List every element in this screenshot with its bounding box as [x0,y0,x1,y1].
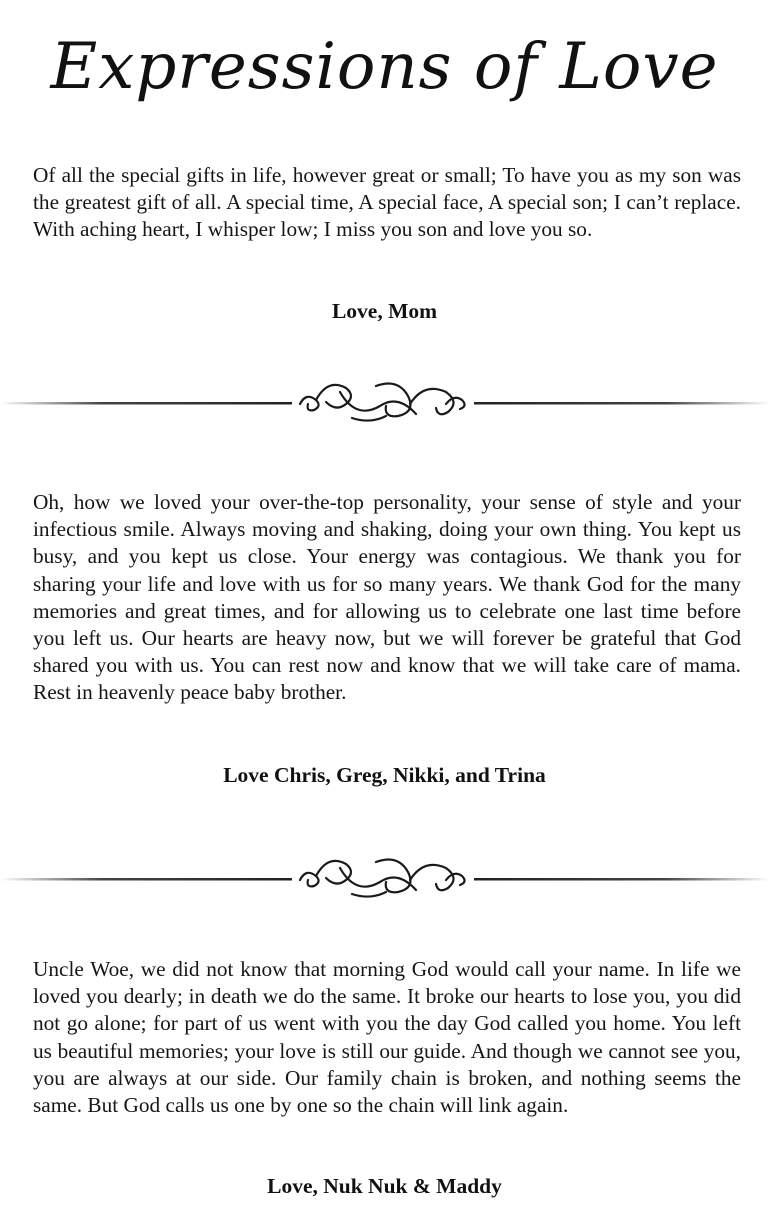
flourish-divider-icon [0,368,769,438]
signature-mom: Love, Mom [331,299,438,323]
flourish-divider-icon [0,844,769,914]
tribute-text-mom: Of all the special gifts in life, however great or small; To have you as my son was the greatest gift of all. A special time, A special face, A special son; I can’t replace. With aching heart, I whisper low; I miss you son and love you so. [33,163,741,242]
tribute-text-siblings: Oh, how we loved your over-the-top personality, your sense of style and your infectious smile. Always moving and shaking, doing your own thing. You kept us busy, and you kept us close. Your energy was contagious. We thank you for sharing your life and love with us for so many years. We thank God for the many memories and great times, and for allowing us to celebrate one last time before you left us. Our hearts are heavy now, but we will forever be grateful that God shared you with us. You can rest now and know that we will take care of mama. Rest in heavenly peace baby brother. [33,490,741,705]
page-title: Expressions of Love [50,30,719,104]
signature-niece: Love, Nuk Nuk & Maddy [267,1174,502,1198]
tribute-text-niece: Uncle Woe, we did not know that morning God would call your name. In life we loved you dearly; in death we do the same. It broke our hearts to lose you, you did not go alone; for part of us went with you the day God called you home. You left us beautiful memories; your love is still our guide. And though we cannot see you, you are always at our side. Our family chain is broken, and nothing seems the same. But God calls us one by one so the chain will link again. [33,957,741,1118]
signature-siblings: Love Chris, Greg, Nikki, and Trina [223,763,546,787]
